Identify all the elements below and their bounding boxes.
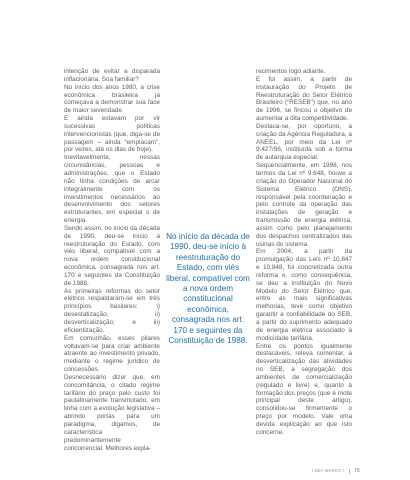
pull-quote-text: No início da década de 1990, deu-se início à reestruturação do Estado, com viés liberal, compatível com a nova ordem constitucional econômica, consagrada nos art. 170 e seguintes da Constituição de 1988. [166, 232, 250, 346]
paragraph: As primeiras reformas do setor elétrico respaldaram-se em três princípios basilares: i) desestatização; ii) desverticalização; e iii) eficientização. [64, 287, 160, 334]
paragraph: Sendo assim, no início da década de 1990, deu-se início à reestruturação do Estado, com viés liberal, compatível com a nova ordem constitucional econômica, consagrada nos art. 170 e seguintes da Constituição de 1988. [64, 224, 160, 287]
paragraph: recimentos logo adiante. [256, 68, 326, 75]
paragraph: Destaca-se, por oportuno, a criação da Agência Reguladora, a ANEEL, por meio da Lei nº 9.427/96, instituída sob a forma de autarquia especial. [256, 122, 352, 162]
footer-label: I BEA MARCO I [312, 468, 345, 474]
paragraph: E ainda estavam por vir sucessivas políticas intervencionistas (que, diga-se de passagem – ainda “emplacam”, por vezes, até os dias de hoje). [64, 115, 160, 154]
paragraph: Entre os pontos igualmente destacáveis, releva comentar, a desverticalização das atividades no SEB, a segregação dos ambientes de comercialização (regulado e livre) e, quanto à formação dos preços (que é mote principal deste artigo), consolidou-se firmemente o preço por modelo. Vale uma devida explicação ao que isto concerne. [256, 342, 352, 436]
pull-quote [166, 232, 250, 346]
paragraph: Em comunhão, esses pilares voltavam-se para criar ambiente atraente ao investimento privado, mediante o regime jurídico de concessões. [64, 334, 160, 374]
paragraph: Sequencialmente, em 1998, nos termos da Lei nº 9.648, houve a criação do Operador Nacional do Sistema Elétrico (ONS), responsável pela coordenação e pelo controle da operação das instalações de geração e transmissão de energia elétrica, assim como pelo planejamento dos despachos centralizados das usinas do sistema. [256, 162, 352, 248]
paragraph: intenção de evitar a disparada inflacionária. Soa familiar? [64, 68, 160, 83]
paragraph: Inevitavelmente, nessas circunstâncias, pessoas e administrações, que o Estado não tinha condições de arcar integralmente com os investimentos necessários ao desenvolvimento dos setores estruturantes, em especial o de energia. [64, 154, 160, 225]
page-number: 75 [354, 468, 360, 474]
paragraph: Desnecessário dizer que, em concomitância, o citado regime tarifário do preço pelo custo foi paulatinamente transmutado, em linha com a evolução legislativa – abrindo portas para um paradigma, digamos, de característica predominantemente concorrencial. Melhores expla- [64, 373, 160, 452]
footer-divider [349, 469, 350, 474]
paragraph: E foi assim, a partir de instauração do Projeto de Reestruturação do Setor Elétrico Brasileiro (“RESEB”) que, no ano de 1996, se fincou o objetivo de aumentar a dita competitividade. [256, 75, 352, 123]
paragraph: No início dos anos 1980, a crise econômica brasileira já começava a demonstrar sua face de maior severidade. [64, 83, 160, 115]
right-text-column [256, 68, 352, 437]
page-footer [296, 468, 360, 474]
left-text-column [64, 68, 160, 452]
paragraph: Em 2004, a partir da promulgação das Leis nº 10.847 e 10.848, foi concretizada outra reforma e, como consequência, se deu a instituição do Novo Modelo do Setor Elétrico que, entre as mais significativas melhorias, teve como objetivo garantir a confiabilidade do SEB, a partir do suprimento adequado de energia elétrica associado à modicidade tarifária. [256, 248, 352, 342]
